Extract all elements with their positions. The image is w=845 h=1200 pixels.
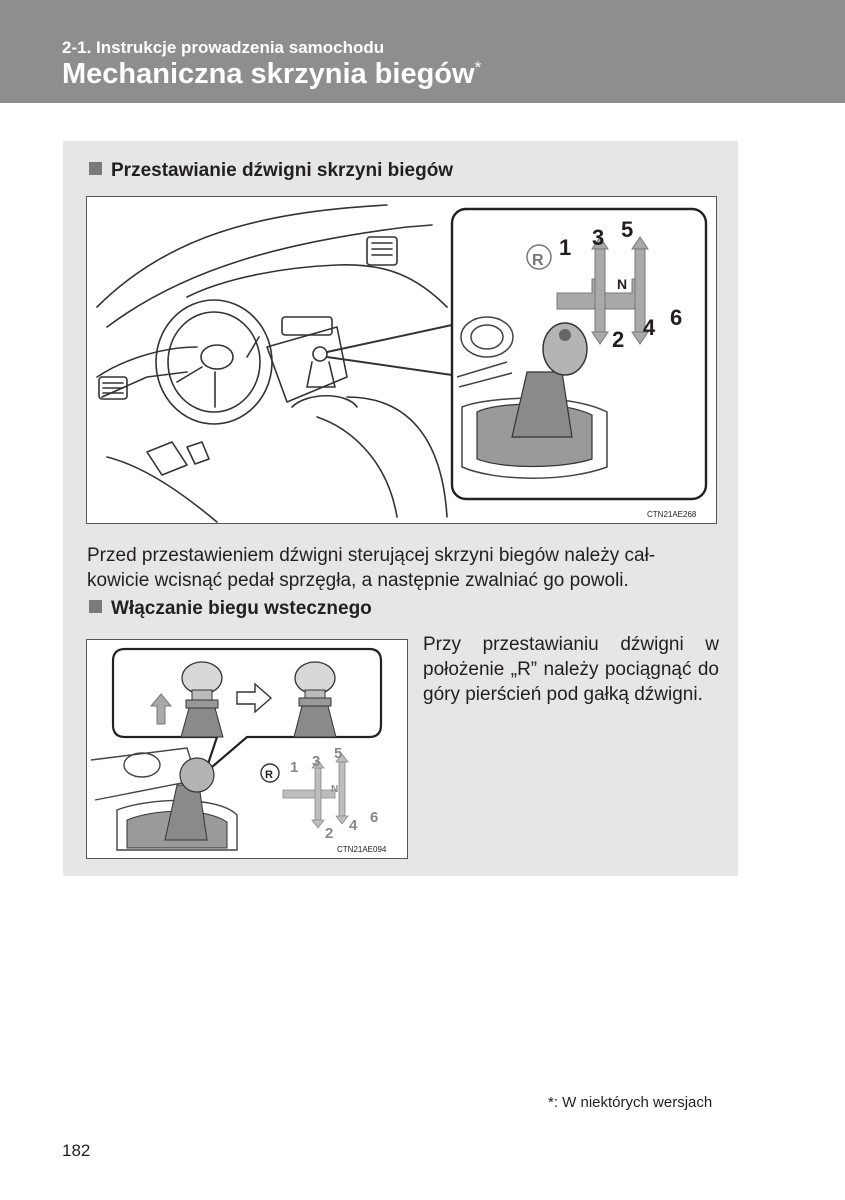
header-bar [0,0,845,103]
gear-label-3: 3 [592,225,605,250]
gear-shift-figure [86,196,717,524]
section1-text-line2: kowicie wcisnąć pedał sprzęgła, a następnie zwalniać go powoli. [87,570,629,591]
gear-label-n: N [617,276,628,292]
gear-label-2: 2 [612,327,625,352]
gear-label-5: 5 [334,745,343,762]
gear-label-4: 4 [349,817,358,834]
gear-label-4: 4 [643,315,656,340]
gear-label-2: 2 [325,825,334,842]
footnote: *: W niektórych wersjach [548,1094,713,1111]
gear-label-6: 6 [370,809,379,826]
square-bullet-icon [89,162,102,175]
square-bullet-icon [89,600,102,613]
page-title-text: Mechaniczna skrzynia biegów [62,58,475,90]
reverse-gear-figure [86,639,408,859]
section1-heading [89,160,453,182]
section2-text: Przy przestawianiu dźwigni w położenie „R” należy pociągnąć do góry pierścień pod gałką dźwigni. [423,634,719,705]
reverse-gear-illustration [87,640,407,858]
section1-heading-text: Przestawianie dźwigni skrzyni biegów [111,160,454,181]
figure-code: CTN21AE094 [337,845,387,854]
page-number: 182 [62,1141,91,1160]
figure-code: CTN21AE268 [647,510,697,519]
cockpit-illustration [87,197,716,523]
gear-label-1: 1 [290,759,299,776]
section2-heading-text: Włączanie biegu wstecznego [111,598,372,619]
section2-heading [89,598,372,620]
gear-label-6: 6 [670,305,683,330]
section-label: 2-1. Instrukcje prowadzenia samochodu [62,38,385,57]
gear-label-r: R [532,252,544,269]
section1-text-line1: Przed przestawieniem dźwigni sterującej skrzyni biegów należy cał- [87,545,656,566]
gear-label-5: 5 [621,217,634,242]
title-footnote-mark: * [474,58,482,77]
gear-label-3: 3 [312,753,321,770]
gear-label-r: R [265,769,273,781]
gear-label-n: N [331,784,339,795]
gear-label-1: 1 [559,235,572,260]
page-title [62,58,481,91]
